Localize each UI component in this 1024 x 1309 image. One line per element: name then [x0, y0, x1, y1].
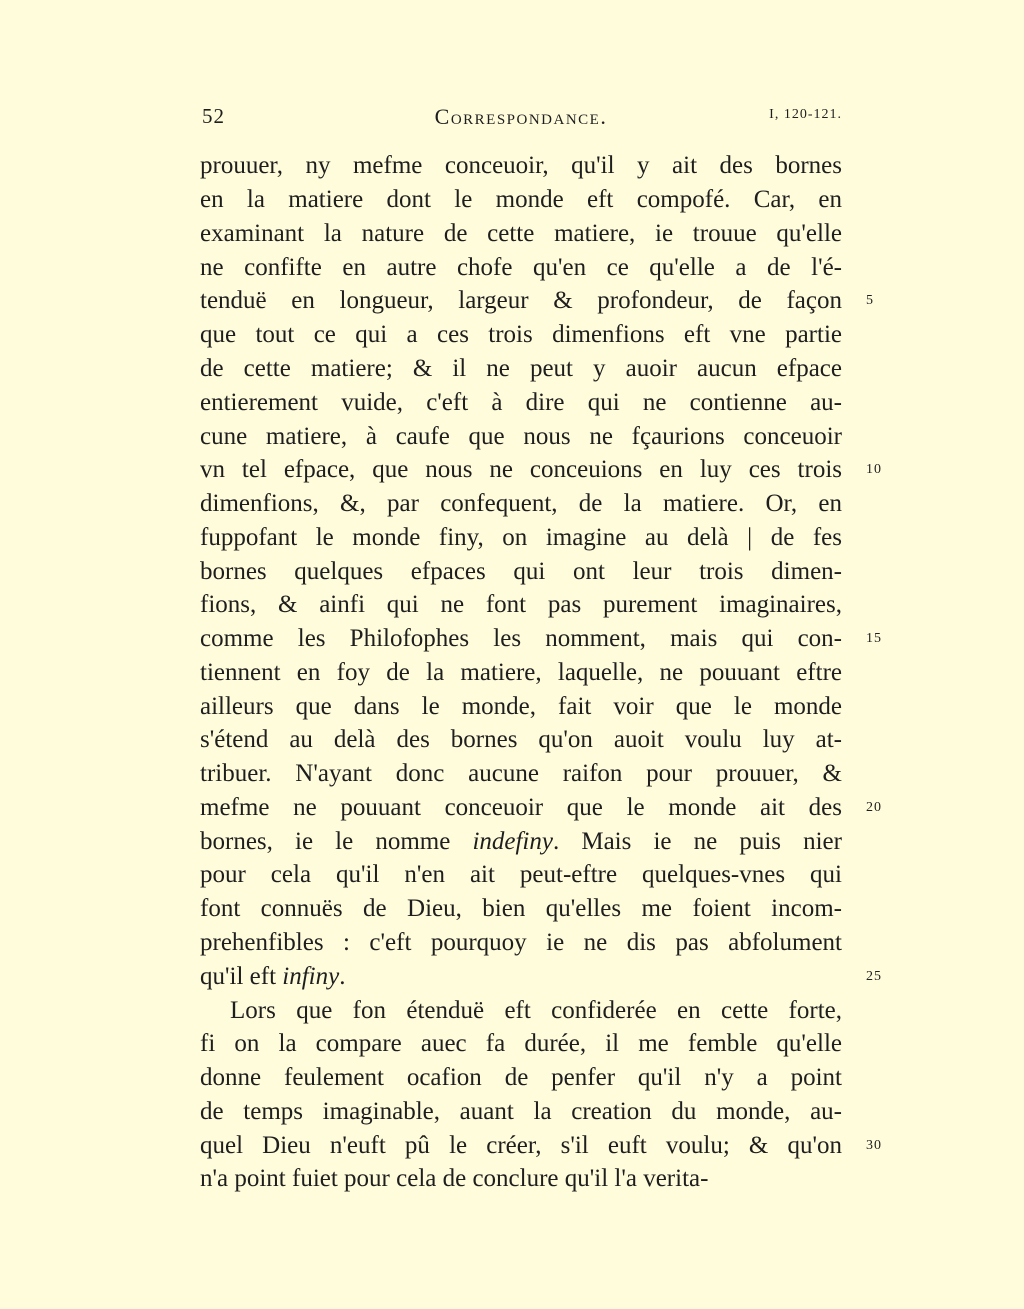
text-segment: . [339, 963, 346, 990]
text-line: tenduë en longueur, largeur & profondeur, de façon [200, 287, 842, 314]
italic-word: indefiny [472, 828, 553, 855]
text-segment: qu'il eft [200, 963, 283, 990]
line-number: 30 [866, 1138, 882, 1153]
text-line: en la matiere dont le monde eft compofé. Car, en [200, 186, 842, 213]
text-line: de temps imaginable, auant la creation du monde, au- [200, 1098, 842, 1125]
text-line: Lors que fon étenduë eft confiderée en cette forte, [230, 997, 842, 1024]
text-line: prouuer, ny mefme conceuoir, qu'il y ait des bornes [200, 152, 842, 179]
text-line: dimenfions, &, par confequent, de la matiere. Or, en [200, 490, 842, 517]
text-line: fi on la compare auec fa durée, il me femble qu'elle [200, 1030, 842, 1057]
text-line: examinant la nature de cette matiere, ie trouue qu'elle [200, 220, 842, 247]
text-line: bornes quelques efpaces qui ont leur trois dimen- [200, 558, 842, 585]
text-line [200, 825, 842, 859]
text-line: ne confifte en autre chofe qu'en ce qu'elle a de l'é- [200, 254, 842, 281]
text-line: fions, & ainfi qui ne font pas purement imaginaires, [200, 591, 842, 618]
text-line: cune matiere, à caufe que nous ne fçaurions conceuoir [200, 423, 842, 450]
text-line: tiennent en foy de la matiere, laquelle, ne pouuant eftre [200, 659, 842, 686]
running-title: Correspondance. [434, 104, 608, 129]
line-number: 25 [866, 969, 882, 984]
text-line: de cette matiere; & il ne peut y auoir aucun efpace [200, 355, 842, 382]
text-line: que tout ce qui a ces trois dimenfions eft vne partie [200, 321, 842, 348]
text-line: font connuës de Dieu, bien qu'elles me foient incom- [200, 895, 842, 922]
page-number: 52 [202, 104, 225, 128]
text-line: donne feulement ocafion de penfer qu'il n'y a point [200, 1064, 842, 1091]
text-segment: bornes, ie le nomme [200, 828, 473, 855]
running-header [200, 104, 842, 136]
text-line: quel Dieu n'euft pû le créer, s'il euft voulu; & qu'on [200, 1132, 842, 1159]
text-line: prehenfibles : c'eft pourquoy ie ne dis pas abfolument [200, 929, 842, 956]
line-number: 20 [866, 800, 882, 815]
volume-reference: I, 120-121. [769, 107, 842, 122]
text-line: vn tel efpace, que nous ne conceuions en luy ces trois [200, 456, 842, 483]
text-line: comme les Philofophes les nomment, mais qui con- [200, 625, 842, 652]
text-line: mefme ne pouuant conceuoir que le monde ait des [200, 794, 842, 821]
line-number: 10 [866, 462, 882, 477]
text-line: n'a point fuiet pour cela de conclure qu'il l'a verita- [200, 1165, 709, 1192]
text-line: ailleurs que dans le monde, fait voir que le monde [200, 693, 842, 720]
text-line: tribuer. N'ayant donc aucune raifon pour prouuer, & [200, 760, 842, 787]
text-line [200, 960, 842, 994]
line-number: 15 [866, 631, 882, 646]
text-segment: . Mais ie ne puis nier [552, 828, 842, 855]
text-line: pour cela qu'il n'en ait peut-eftre quelques-vnes qui [200, 861, 842, 888]
italic-word: infiny [282, 963, 340, 990]
text-line: entierement vuide, c'eft à dire qui ne contienne au- [200, 389, 842, 416]
text-line: s'étend au delà des bornes qu'on auoit voulu luy at- [200, 726, 842, 753]
line-number: 5 [866, 293, 874, 308]
text-line: fuppofant le monde finy, on imagine au delà | de fes [200, 524, 842, 551]
